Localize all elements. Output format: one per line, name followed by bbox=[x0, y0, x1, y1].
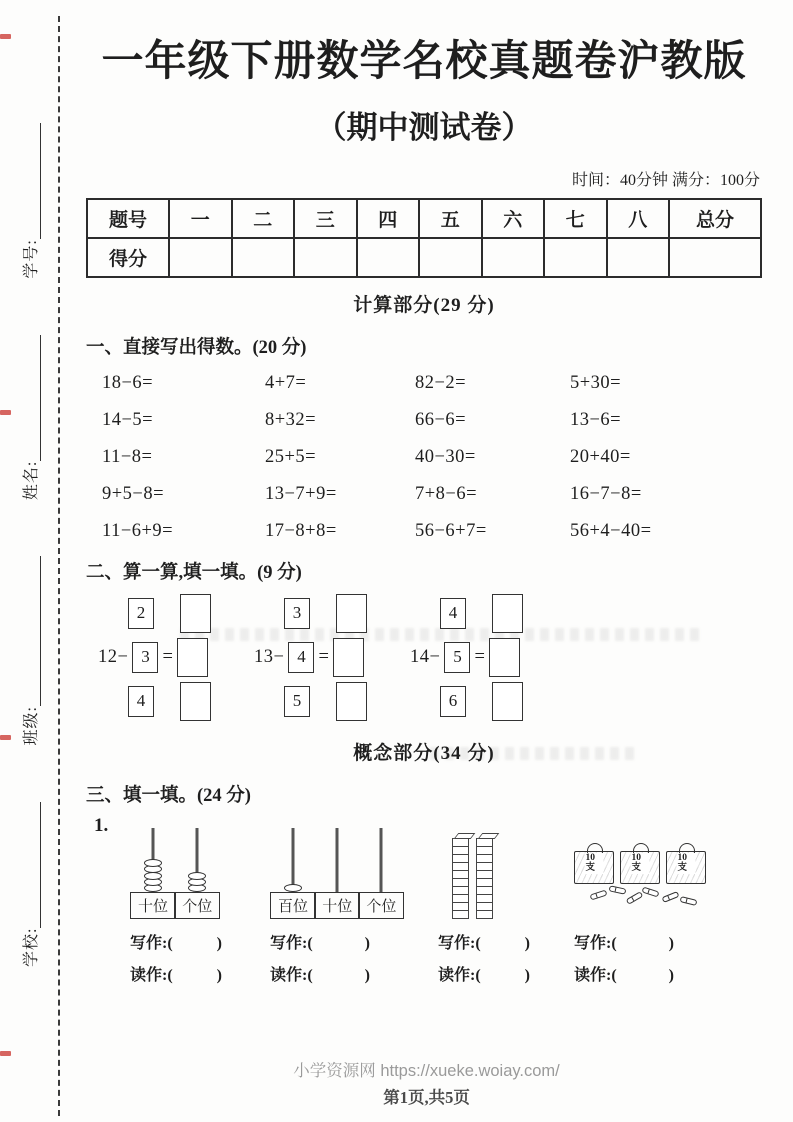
school-input-line[interactable] bbox=[26, 802, 41, 928]
student-info-sidebar bbox=[15, 83, 41, 967]
equation: 66−6= bbox=[415, 410, 467, 430]
score-header-cell: 五 bbox=[419, 199, 482, 238]
write-as-label: 写作:( bbox=[270, 935, 313, 952]
score-blank-cell[interactable] bbox=[294, 238, 357, 277]
q2-minuend: 14− bbox=[410, 646, 441, 667]
field-name bbox=[18, 335, 41, 500]
place-value-label-box: 个位 bbox=[174, 892, 220, 919]
seal-dashed-line bbox=[58, 16, 60, 1116]
loose-pen bbox=[641, 887, 659, 898]
read-as-line bbox=[270, 962, 438, 985]
block-rod-top bbox=[454, 833, 476, 839]
close-paren: ) bbox=[524, 967, 530, 984]
abacus-bead bbox=[284, 884, 302, 892]
student-id-label: 学号: bbox=[23, 239, 40, 279]
q2-group bbox=[98, 592, 240, 722]
score-row-label: 得分 bbox=[87, 238, 169, 277]
score-table-score-row bbox=[87, 238, 761, 277]
equation: 17−8+8= bbox=[265, 521, 337, 541]
q3-title: 三、填一填。(24 分) bbox=[86, 786, 251, 806]
loose-pen bbox=[680, 896, 698, 906]
q2-groups-row bbox=[86, 592, 762, 722]
abacus-bead bbox=[188, 872, 206, 880]
close-paren: ) bbox=[524, 935, 530, 952]
equation: 56+4−40= bbox=[570, 521, 652, 541]
bag-count-label: 10支 bbox=[677, 853, 696, 874]
score-header-cell: 一 bbox=[169, 199, 232, 238]
main-content bbox=[86, 0, 762, 985]
q2-minuend: 13− bbox=[254, 646, 285, 667]
q2-given-box: 6 bbox=[440, 686, 466, 717]
read-as-label: 读作:( bbox=[130, 967, 173, 984]
place-value-label-box: 十位 bbox=[314, 892, 360, 919]
equals-sign: = bbox=[162, 646, 174, 667]
abacus-column bbox=[358, 828, 404, 919]
write-as-line bbox=[438, 930, 574, 953]
read-as-line bbox=[438, 962, 574, 985]
score-header-cell: 七 bbox=[544, 199, 607, 238]
equation: 13−6= bbox=[570, 410, 622, 430]
calc-section-header: 计算部分(29 分) bbox=[353, 295, 495, 316]
loose-pen bbox=[626, 891, 644, 905]
equation: 9+5−8= bbox=[102, 484, 165, 504]
equation: 11−6+9= bbox=[102, 521, 174, 541]
close-paren: ) bbox=[364, 967, 370, 984]
field-school bbox=[18, 802, 41, 967]
close-paren: ) bbox=[216, 967, 222, 984]
item-number: 1. bbox=[94, 815, 109, 836]
block-rod bbox=[476, 833, 493, 919]
block-rod bbox=[452, 833, 469, 919]
q2-given-box: 3 bbox=[284, 598, 310, 629]
score-blank-cell[interactable] bbox=[544, 238, 607, 277]
q2-group bbox=[410, 592, 552, 722]
name-label: 姓名: bbox=[23, 460, 40, 501]
pen-bags-figure bbox=[574, 837, 714, 919]
q3-item-1 bbox=[86, 815, 762, 985]
footer-site-url: 小学资源网 https://xueke.woiay.com/ bbox=[293, 1062, 560, 1080]
pen-bag bbox=[620, 851, 660, 884]
equation: 82−2= bbox=[415, 373, 467, 393]
abacus-rod bbox=[292, 828, 295, 892]
equation: 18−6= bbox=[102, 373, 154, 393]
score-table-header-row bbox=[87, 199, 761, 238]
q2-group bbox=[254, 592, 396, 722]
page-subtitle: （期中测试卷） bbox=[315, 110, 533, 145]
q2-answer-box[interactable] bbox=[180, 594, 211, 633]
equation: 13−7+9= bbox=[265, 484, 337, 504]
q3-subitem-abacus-3 bbox=[270, 815, 438, 985]
write-as-label: 写作:( bbox=[130, 935, 173, 952]
read-as-line bbox=[130, 962, 270, 985]
write-as-line bbox=[270, 930, 438, 953]
equation: 25+5= bbox=[265, 447, 317, 467]
q2-given-box: 4 bbox=[440, 598, 466, 629]
q2-title: 二、算一算,填一填。(9 分) bbox=[86, 563, 302, 583]
equation: 16−7−8= bbox=[570, 484, 642, 504]
score-blank-cell[interactable] bbox=[607, 238, 670, 277]
abacus-rod bbox=[336, 828, 339, 892]
unit-cube bbox=[476, 910, 493, 920]
read-as-label: 读作:( bbox=[270, 967, 313, 984]
q2-answer-box[interactable] bbox=[489, 638, 520, 677]
equation: 20+40= bbox=[570, 447, 631, 467]
footer-page-number: 第1页,共5页 bbox=[383, 1088, 470, 1107]
q2-answer-box[interactable] bbox=[336, 682, 367, 721]
q1-title: 一、直接写出得数。(20 分) bbox=[86, 338, 307, 358]
equation: 7+8−6= bbox=[415, 484, 478, 504]
abacus-figure bbox=[130, 828, 218, 919]
pen-bag bbox=[574, 851, 614, 884]
score-blank-cell[interactable] bbox=[232, 238, 295, 277]
close-paren: ) bbox=[668, 967, 674, 984]
score-table bbox=[86, 198, 762, 278]
score-blank-cell[interactable] bbox=[357, 238, 420, 277]
q2-given-box: 5 bbox=[444, 642, 470, 673]
close-paren: ) bbox=[668, 935, 674, 952]
bag-count-label: 10支 bbox=[585, 853, 604, 874]
write-as-label: 写作:( bbox=[574, 935, 617, 952]
field-class bbox=[18, 556, 41, 745]
write-as-line bbox=[574, 930, 724, 953]
red-edge-mark bbox=[0, 1051, 11, 1056]
loose-pen bbox=[609, 885, 627, 894]
q1-equation-grid bbox=[86, 373, 762, 542]
abacus-bead bbox=[144, 859, 162, 867]
q2-answer-box[interactable] bbox=[180, 682, 211, 721]
pen-bag bbox=[666, 851, 706, 884]
place-value-label-box: 十位 bbox=[130, 892, 176, 919]
q2-answer-box[interactable] bbox=[336, 594, 367, 633]
q2-given-box: 2 bbox=[128, 598, 154, 629]
unit-cube bbox=[452, 910, 469, 920]
abacus-figure bbox=[270, 828, 403, 919]
score-blank-cell[interactable] bbox=[169, 238, 232, 277]
q2-answer-box[interactable] bbox=[492, 594, 523, 633]
base-ten-blocks-figure bbox=[438, 833, 493, 919]
school-label: 学校: bbox=[23, 927, 40, 967]
score-blank-cell[interactable] bbox=[669, 238, 761, 277]
read-as-label: 读作:( bbox=[574, 967, 617, 984]
q2-answer-box[interactable] bbox=[177, 638, 208, 677]
red-edge-mark bbox=[0, 34, 11, 39]
equation: 56−6+7= bbox=[415, 521, 487, 541]
bag-count-label: 10支 bbox=[631, 853, 650, 874]
place-value-label-box: 个位 bbox=[358, 892, 404, 919]
red-edge-mark bbox=[0, 735, 11, 740]
close-paren: ) bbox=[216, 935, 222, 952]
equals-sign: = bbox=[474, 646, 486, 667]
equation: 11−8= bbox=[102, 447, 153, 467]
name-input-line[interactable] bbox=[26, 335, 41, 461]
student-id-input-line[interactable] bbox=[26, 123, 41, 239]
concept-section-header: 概念部分(34 分) bbox=[353, 743, 495, 764]
abacus-column bbox=[270, 828, 316, 919]
score-header-cell: 题号 bbox=[87, 199, 169, 238]
equation: 5+30= bbox=[570, 373, 622, 393]
abacus-rod bbox=[380, 828, 383, 892]
equation: 40−30= bbox=[415, 447, 476, 467]
loose-pens bbox=[588, 887, 703, 915]
q2-given-box: 4 bbox=[288, 642, 314, 673]
equation: 4+7= bbox=[265, 373, 307, 393]
loose-pen bbox=[661, 891, 679, 903]
place-value-label-box: 百位 bbox=[270, 892, 316, 919]
score-blank-cell[interactable] bbox=[482, 238, 545, 277]
q3-subitem-pen-bags bbox=[574, 815, 724, 985]
equation: 14−5= bbox=[102, 410, 154, 430]
close-paren: ) bbox=[364, 935, 370, 952]
loose-pen bbox=[589, 890, 607, 901]
equation: 8+32= bbox=[265, 410, 317, 430]
read-as-line bbox=[574, 962, 724, 985]
score-header-cell: 四 bbox=[357, 199, 420, 238]
abacus-column bbox=[174, 828, 220, 919]
q2-given-box: 3 bbox=[132, 642, 158, 673]
q3-subitem-blocks bbox=[438, 815, 574, 985]
score-header-cell: 二 bbox=[232, 199, 295, 238]
write-as-line bbox=[130, 930, 270, 953]
block-rod-top bbox=[478, 833, 500, 839]
page-footer bbox=[60, 1057, 793, 1108]
field-student-id bbox=[18, 123, 41, 278]
equals-sign: = bbox=[318, 646, 330, 667]
write-as-label: 写作:( bbox=[438, 935, 481, 952]
score-header-cell: 三 bbox=[294, 199, 357, 238]
class-label: 班级: bbox=[23, 706, 40, 746]
score-blank-cell[interactable] bbox=[419, 238, 482, 277]
q3-subitem-abacus-2 bbox=[112, 815, 270, 985]
read-as-label: 读作:( bbox=[438, 967, 481, 984]
page-title: 一年级下册数学名校真题卷沪教版 bbox=[101, 39, 747, 85]
exam-meta: 时间：40分钟 满分：100分 bbox=[571, 172, 760, 189]
abacus-column bbox=[314, 828, 360, 919]
score-header-cell: 总分 bbox=[669, 199, 761, 238]
class-input-line[interactable] bbox=[26, 556, 41, 706]
q2-minuend: 12− bbox=[98, 646, 129, 667]
q2-given-box: 4 bbox=[128, 686, 154, 717]
red-edge-mark bbox=[0, 410, 11, 415]
q2-given-box: 5 bbox=[284, 686, 310, 717]
abacus-column bbox=[130, 828, 176, 919]
score-header-cell: 六 bbox=[482, 199, 545, 238]
q2-answer-box[interactable] bbox=[333, 638, 364, 677]
score-header-cell: 八 bbox=[607, 199, 670, 238]
q2-answer-box[interactable] bbox=[492, 682, 523, 721]
q3-figures-row bbox=[112, 815, 762, 985]
